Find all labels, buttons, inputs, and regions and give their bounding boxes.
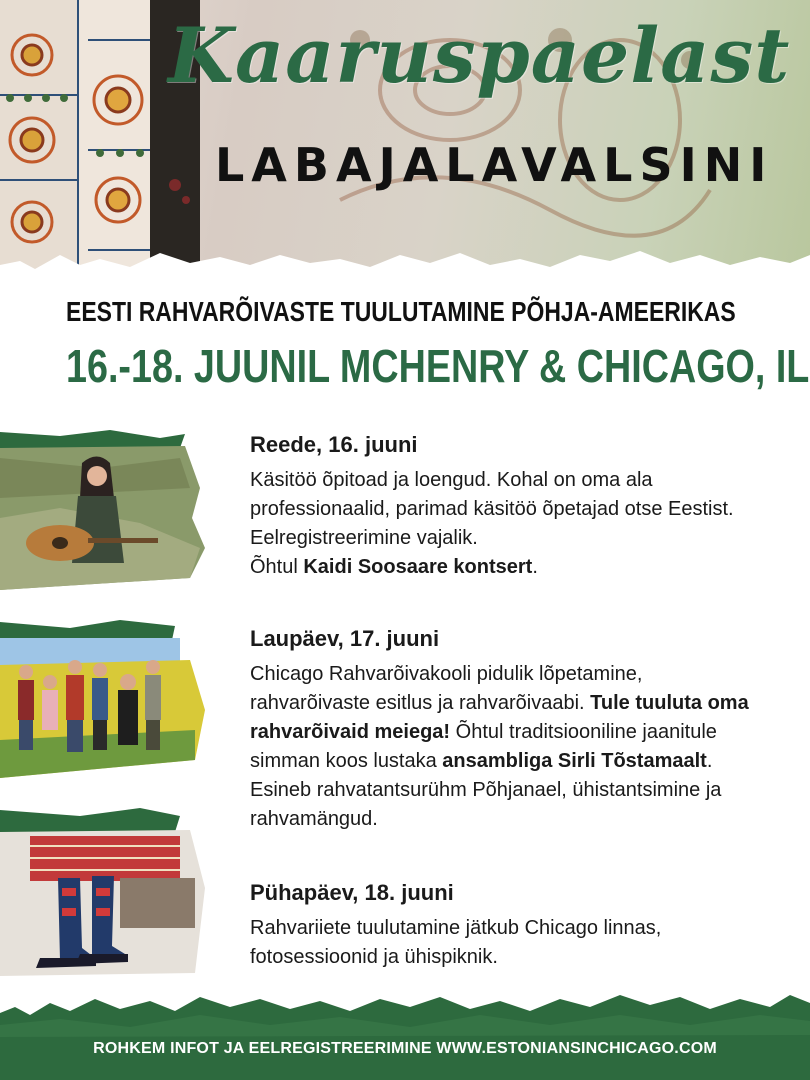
day-saturday-title: Laupäev, 17. juuni (250, 626, 440, 651)
day-saturday-bold-2: ansambliga Sirli Tõstamaalt (442, 750, 707, 772)
day-saturday-text-3: . Esineb rahvatantsurühm Põhjanael, ühistantsimine ja rahvamängud. (250, 750, 722, 830)
day-saturday (250, 624, 750, 834)
day-saturday-text-2: Õhtul traditsiooniline jaanitule simman koos lustaka (250, 721, 717, 772)
photo-singer-guitar (0, 428, 210, 593)
footer-band (0, 985, 810, 1080)
day-sunday-text: Rahvariiete tuulutamine jätkub Chicago linnas, fotosessioonid ja ühispiknik. (250, 917, 662, 968)
day-friday-text-2: Õhtul (250, 556, 304, 578)
event-dates: 16.-18. JUUNIL MCHENRY & CHICAGO, IL (66, 340, 810, 392)
day-friday-text (250, 466, 750, 582)
day-friday-title: Reede, 16. juuni (250, 432, 418, 457)
subtitle: LABAJALAVALSINI (215, 138, 774, 192)
photo-band-field (0, 620, 210, 780)
day-friday-bold-1: Kaidi Soosaare kontsert (303, 556, 533, 578)
script-title: Kaaruspaelast (168, 11, 791, 100)
day-saturday-bold-1: Tule tuuluta oma rahvarõivaid meiega! (250, 692, 749, 743)
footer-info-text: ROHKEM INFOT JA EELREGISTREERIMINE WWW.ESTONIANSINCHICAGO.COM (93, 1040, 717, 1057)
event-heading: EESTI RAHVARÕIVASTE TUULUTAMINE PÕHJA-AMEERIKAS (66, 296, 736, 327)
day-saturday-text (250, 660, 750, 834)
photo-embroidered-boots (0, 808, 210, 976)
day-friday-text-1: Käsitöö õpitoad ja loengud. Kohal on oma ala professionaalid, parimad käsitöö õpetajad otse Eestist. Eelregistreerimine vajalik. (250, 469, 734, 549)
day-sunday (250, 878, 750, 972)
header-banner (0, 0, 810, 270)
torn-paper-edge (0, 225, 810, 270)
day-friday (250, 430, 750, 582)
day-friday-text-3: . (532, 556, 538, 578)
day-sunday-title: Pühapäev, 18. juuni (250, 880, 454, 905)
day-saturday-text-1: Chicago Rahvarõivakooli pidulik lõpetamine, rahvarõivaste esitlus ja rahvarõivaabi. (250, 663, 643, 714)
